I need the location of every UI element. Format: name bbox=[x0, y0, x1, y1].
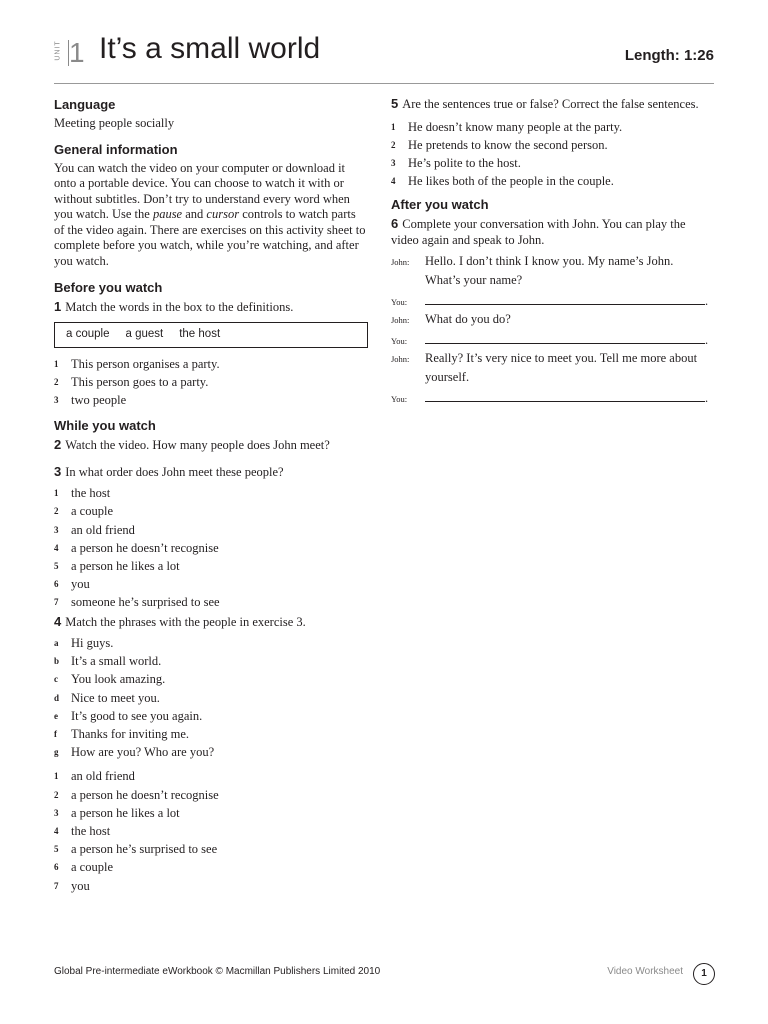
after-you-watch-heading: After you watch bbox=[391, 197, 489, 213]
john-line: What do you do? bbox=[425, 311, 511, 326]
list-item: 2 This person goes to a party. bbox=[54, 374, 209, 389]
list-item: 6 you bbox=[54, 577, 90, 592]
box-word: a guest bbox=[125, 327, 164, 340]
exercise-6-instruction: 6 Complete your conversation with John. You can play the video again and speak to John. bbox=[391, 216, 686, 247]
speaker-label: John: bbox=[391, 354, 410, 365]
list-item: 2 He pretends to know the second person. bbox=[391, 137, 608, 152]
answer-blank[interactable] bbox=[425, 293, 705, 305]
list-item: 5 a person he’s surprised to see bbox=[54, 842, 218, 857]
conversation-line bbox=[391, 310, 709, 328]
footer-section-label: Video Worksheet bbox=[607, 966, 683, 977]
speaker-label: John: bbox=[391, 257, 410, 268]
list-item: 4 He likes both of the people in the couple. bbox=[391, 174, 614, 189]
people-list bbox=[54, 767, 368, 894]
john-line: Really? It’s very nice to meet you. Tell me more about yourself. bbox=[425, 351, 698, 384]
conversation bbox=[391, 252, 709, 407]
unit-number: 1 bbox=[69, 37, 85, 68]
answer-blank[interactable] bbox=[425, 390, 705, 402]
list-item: 6 a couple bbox=[54, 860, 113, 875]
phrases-list bbox=[54, 634, 368, 761]
before-you-watch-heading: Before you watch bbox=[54, 280, 163, 295]
conversation-line: You: . bbox=[391, 389, 709, 407]
left-column bbox=[54, 96, 368, 895]
list-item: 2 a couple bbox=[54, 504, 113, 519]
footer-copyright: Global Pre-intermediate eWorkbook © Macmillan Publishers Limited 2010 bbox=[54, 966, 381, 977]
box-word: the host bbox=[179, 327, 221, 340]
conversation-line: You: . bbox=[391, 292, 709, 310]
definitions-list bbox=[54, 355, 368, 410]
speaker-label: You: bbox=[391, 336, 408, 347]
list-item: 4 a person he doesn’t recognise bbox=[54, 540, 219, 555]
exercise-1-instruction: 1 Match the words in the box to the definitions. bbox=[54, 299, 294, 314]
list-item: d Nice to meet you. bbox=[54, 690, 160, 705]
word-box bbox=[54, 322, 368, 348]
list-item: b It’s a small world. bbox=[54, 654, 162, 669]
header-divider bbox=[54, 83, 714, 84]
list-item: 1 He doesn’t know many people at the party. bbox=[391, 119, 623, 134]
list-item: 1 This person organises a party. bbox=[54, 356, 220, 371]
answer-blank[interactable] bbox=[425, 332, 705, 344]
list-item: 7 someone he’s surprised to see bbox=[54, 595, 220, 610]
list-item: 3 two people bbox=[54, 392, 127, 407]
language-text: Meeting people socially bbox=[54, 116, 175, 130]
page-title: It’s a small world bbox=[99, 32, 321, 65]
list-item: 1 the host bbox=[54, 486, 111, 501]
order-list bbox=[54, 484, 368, 611]
list-item: 3 an old friend bbox=[54, 522, 135, 537]
list-item: 1 an old friend bbox=[54, 769, 135, 784]
exercise-4-instruction: 4 Match the phrases with the people in exercise 3. bbox=[54, 613, 306, 629]
page-number: 1 bbox=[693, 963, 715, 985]
exercise-3-instruction: 3 In what order does John meet these people? bbox=[54, 463, 284, 479]
conversation-line bbox=[391, 349, 709, 385]
conversation-line: You: . bbox=[391, 331, 709, 349]
box-word: a couple bbox=[66, 327, 110, 340]
general-information-heading: General information bbox=[54, 141, 178, 157]
list-item: f Thanks for inviting me. bbox=[54, 727, 190, 742]
list-item: 2 a person he doesn’t recognise bbox=[54, 787, 219, 802]
list-item: 5 a person he likes a lot bbox=[54, 558, 180, 573]
list-item: e It’s good to see you again. bbox=[54, 708, 203, 723]
list-item: 4 the host bbox=[54, 824, 111, 839]
list-item: 7 you bbox=[54, 878, 90, 893]
unit-label: UNIT bbox=[54, 40, 62, 61]
language-heading: Language bbox=[54, 97, 116, 112]
speaker-label: You: bbox=[391, 393, 408, 404]
exercise-2-instruction: 2 Watch the video. How many people does John meet? bbox=[54, 437, 330, 453]
speaker-label: You: bbox=[391, 296, 408, 307]
true-false-list bbox=[391, 118, 709, 191]
video-length: Length: 1:26 bbox=[624, 47, 714, 64]
exercise-5-instruction: 5 Are the sentences true or false? Correct the false sentences. bbox=[391, 96, 699, 111]
list-item: 3 He’s polite to the host. bbox=[391, 155, 521, 170]
john-line: Hello. I don’t think I know you. My name’s John. What’s your name? bbox=[425, 254, 674, 287]
right-column bbox=[391, 96, 709, 407]
speaker-label: John: bbox=[391, 314, 410, 325]
list-item: 3 a person he likes a lot bbox=[54, 805, 180, 820]
list-item: g How are you? Who are you? bbox=[54, 745, 215, 760]
unit-tab bbox=[54, 37, 85, 68]
list-item: a Hi guys. bbox=[54, 636, 114, 651]
conversation-line bbox=[391, 252, 709, 288]
general-information-text: You can watch the video on your computer or download it onto a portable device. You can choose to watch it with or without subtitles. Don’t try to understand every word when you watch. Use the pause and cursor controls to watch parts of the video again. There are exercises on this activity sheet to complete before you watch, while you’re watching, and after you watch. bbox=[54, 160, 366, 268]
list-item: c You look amazing. bbox=[54, 672, 166, 687]
while-you-watch-heading: While you watch bbox=[54, 418, 156, 434]
